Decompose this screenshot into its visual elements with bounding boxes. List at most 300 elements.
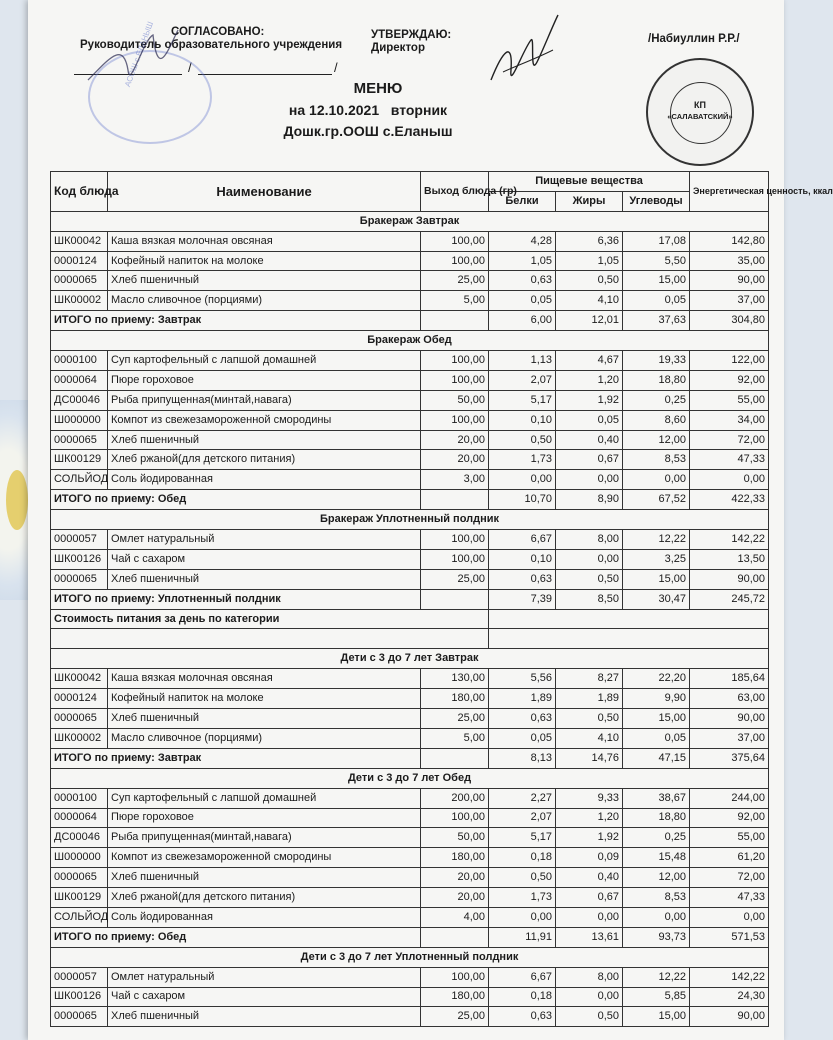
dish-output: 20,00 xyxy=(421,888,489,908)
table-row xyxy=(51,569,769,589)
total-label: ИТОГО по приему: Завтрак xyxy=(51,311,421,331)
carbs: 12,22 xyxy=(623,967,690,987)
dish-name: Масло сливочное (порциями) xyxy=(108,291,421,311)
dish-name: Пюре гороховое xyxy=(108,370,421,390)
protein: 0,63 xyxy=(489,569,556,589)
protein: 1,89 xyxy=(489,689,556,709)
carbs: 8,60 xyxy=(623,410,690,430)
section-title: Бракераж Обед xyxy=(51,331,769,351)
energy: 55,00 xyxy=(690,828,769,848)
section-title: Бракераж Уплотненный полдник xyxy=(51,510,769,530)
protein: 0,10 xyxy=(489,549,556,569)
fat: 0,40 xyxy=(556,868,623,888)
fat: 0,50 xyxy=(556,569,623,589)
total-carbs: 67,52 xyxy=(623,490,690,510)
dish-name: Кофейный напиток на молоке xyxy=(108,689,421,709)
table-row xyxy=(51,251,769,271)
energy: 0,00 xyxy=(690,470,769,490)
protein: 0,18 xyxy=(489,848,556,868)
dish-output: 20,00 xyxy=(421,868,489,888)
dish-name: Рыба припущенная(минтай,навага) xyxy=(108,390,421,410)
carbs: 22,20 xyxy=(623,669,690,689)
dish-code: 0000057 xyxy=(51,967,108,987)
table-row xyxy=(51,410,769,430)
energy: 90,00 xyxy=(690,271,769,291)
dish-code: 0000100 xyxy=(51,351,108,371)
dish-output: 50,00 xyxy=(421,390,489,410)
table-row xyxy=(51,271,769,291)
total-carbs: 30,47 xyxy=(623,589,690,609)
menu-title: МЕНЮ xyxy=(353,80,403,97)
carbs: 15,00 xyxy=(623,271,690,291)
dish-name: Омлет натуральный xyxy=(108,967,421,987)
fat: 8,00 xyxy=(556,967,623,987)
carbs: 9,90 xyxy=(623,689,690,709)
dish-output: 100,00 xyxy=(421,808,489,828)
fat: 0,00 xyxy=(556,549,623,569)
table-row xyxy=(51,907,769,927)
total-protein: 10,70 xyxy=(489,490,556,510)
energy: 0,00 xyxy=(690,907,769,927)
total-fat: 12,01 xyxy=(556,311,623,331)
dish-code: 0000065 xyxy=(51,569,108,589)
total-label: ИТОГО по приему: Завтрак xyxy=(51,748,421,768)
carbs: 5,50 xyxy=(623,251,690,271)
dish-name: Соль йодированная xyxy=(108,470,421,490)
dish-code: 0000065 xyxy=(51,709,108,729)
dish-name: Рыба припущенная(минтай,навага) xyxy=(108,828,421,848)
protein: 0,18 xyxy=(489,987,556,1007)
dish-output: 25,00 xyxy=(421,271,489,291)
dish-code: 0000124 xyxy=(51,251,108,271)
agreed-signature xyxy=(78,20,198,130)
agreed-label: СОГЛАСОВАНО: xyxy=(171,26,265,38)
total-carbs: 93,73 xyxy=(623,927,690,947)
section-header-row xyxy=(51,510,769,530)
total-label: ИТОГО по приему: Уплотненный полдник xyxy=(51,589,421,609)
dish-code: ДС00046 xyxy=(51,828,108,848)
carbs: 0,05 xyxy=(623,291,690,311)
dish-code: 0000064 xyxy=(51,370,108,390)
protein: 0,00 xyxy=(489,470,556,490)
dish-output: 100,00 xyxy=(421,351,489,371)
dish-output: 100,00 xyxy=(421,549,489,569)
col-carbs: Углеводы xyxy=(623,191,690,211)
dish-output: 100,00 xyxy=(421,967,489,987)
total-output xyxy=(421,927,489,947)
fat: 4,67 xyxy=(556,351,623,371)
dish-code: ШК00126 xyxy=(51,987,108,1007)
protein: 0,10 xyxy=(489,410,556,430)
total-energy: 375,64 xyxy=(690,748,769,768)
fat: 1,05 xyxy=(556,251,623,271)
energy: 55,00 xyxy=(690,390,769,410)
protein: 0,05 xyxy=(489,291,556,311)
table-row xyxy=(51,390,769,410)
protein: 6,67 xyxy=(489,530,556,550)
dish-name: Суп картофельный с лапшой домашней xyxy=(108,351,421,371)
energy: 63,00 xyxy=(690,689,769,709)
approve-role: Директор xyxy=(371,42,425,54)
dish-code: ШК00002 xyxy=(51,728,108,748)
col-output: Выход блюда (гр) xyxy=(421,172,489,212)
table-row xyxy=(51,808,769,828)
protein: 1,13 xyxy=(489,351,556,371)
protein: 2,27 xyxy=(489,788,556,808)
total-energy: 245,72 xyxy=(690,589,769,609)
dish-name: Компот из свежезамороженной смородины xyxy=(108,848,421,868)
col-code: Код блюда xyxy=(51,172,108,212)
energy: 34,00 xyxy=(690,410,769,430)
section-header-row xyxy=(51,947,769,967)
protein: 6,67 xyxy=(489,967,556,987)
col-fat: Жиры xyxy=(556,191,623,211)
col-name: Наименование xyxy=(108,172,421,212)
dish-name: Соль йодированная xyxy=(108,907,421,927)
total-output xyxy=(421,490,489,510)
cost-row xyxy=(51,609,769,629)
energy: 92,00 xyxy=(690,808,769,828)
stamp-name: «САЛАВАТСКИЙ» xyxy=(667,112,733,121)
dish-output: 4,00 xyxy=(421,907,489,927)
section-header-row xyxy=(51,331,769,351)
table-row xyxy=(51,709,769,729)
approve-label: УТВЕРЖДАЮ: xyxy=(371,29,452,41)
carbs: 8,53 xyxy=(623,450,690,470)
dish-code: ШК00042 xyxy=(51,231,108,251)
signature-slash-1: / xyxy=(188,60,192,75)
dish-name: Хлеб пшеничный xyxy=(108,1007,421,1027)
dish-code: 0000064 xyxy=(51,808,108,828)
empty-cell xyxy=(489,629,769,649)
total-row xyxy=(51,490,769,510)
total-fat: 8,50 xyxy=(556,589,623,609)
carbs: 15,00 xyxy=(623,569,690,589)
protein: 5,17 xyxy=(489,390,556,410)
energy: 244,00 xyxy=(690,788,769,808)
dish-output: 100,00 xyxy=(421,410,489,430)
dish-output: 25,00 xyxy=(421,709,489,729)
protein: 0,05 xyxy=(489,728,556,748)
fat: 0,00 xyxy=(556,907,623,927)
menu-date: на 12.10.2021 вторник xyxy=(288,102,448,118)
protein: 1,73 xyxy=(489,888,556,908)
dish-output: 180,00 xyxy=(421,987,489,1007)
carbs: 0,25 xyxy=(623,828,690,848)
fat: 0,00 xyxy=(556,470,623,490)
section-title: Дети с 3 до 7 лет Завтрак xyxy=(51,649,769,669)
energy: 35,00 xyxy=(690,251,769,271)
protein: 2,07 xyxy=(489,808,556,828)
approver-name: /Набиуллин Р.Р./ xyxy=(648,33,740,45)
table-row xyxy=(51,1007,769,1027)
table-row xyxy=(51,788,769,808)
fat: 1,92 xyxy=(556,828,623,848)
dish-output: 100,00 xyxy=(421,530,489,550)
menu-table-body xyxy=(51,211,769,1027)
protein: 5,17 xyxy=(489,828,556,848)
carbs: 19,33 xyxy=(623,351,690,371)
menu-group: Дошк.гр.ООШ с.Еланыш xyxy=(283,123,453,139)
protein: 5,56 xyxy=(489,669,556,689)
total-carbs: 47,15 xyxy=(623,748,690,768)
empty-cell xyxy=(51,629,489,649)
protein: 0,63 xyxy=(489,709,556,729)
energy: 90,00 xyxy=(690,569,769,589)
cost-label: Стоимость питания за день по категории xyxy=(51,609,489,629)
agreed-role: Руководитель образовательного учреждения xyxy=(80,39,343,51)
dish-name: Компот из свежезамороженной смородины xyxy=(108,410,421,430)
dish-output: 130,00 xyxy=(421,669,489,689)
dish-name: Каша вязкая молочная овсяная xyxy=(108,231,421,251)
protein: 4,28 xyxy=(489,231,556,251)
table-row xyxy=(51,291,769,311)
table-row xyxy=(51,689,769,709)
total-row xyxy=(51,927,769,947)
fat: 0,40 xyxy=(556,430,623,450)
fat: 0,09 xyxy=(556,848,623,868)
carbs: 5,85 xyxy=(623,987,690,1007)
energy: 185,64 xyxy=(690,669,769,689)
protein: 0,63 xyxy=(489,1007,556,1027)
energy: 61,20 xyxy=(690,848,769,868)
energy: 24,30 xyxy=(690,987,769,1007)
dish-code: ШК00129 xyxy=(51,450,108,470)
dish-name: Хлеб ржаной(для детского питания) xyxy=(108,450,421,470)
total-row xyxy=(51,748,769,768)
table-row xyxy=(51,470,769,490)
carbs: 15,00 xyxy=(623,709,690,729)
carbs: 8,53 xyxy=(623,888,690,908)
dish-code: СОЛЬЙОД xyxy=(51,470,108,490)
carbs: 15,00 xyxy=(623,1007,690,1027)
dish-name: Хлеб пшеничный xyxy=(108,271,421,291)
fat: 0,50 xyxy=(556,1007,623,1027)
carbs: 3,25 xyxy=(623,549,690,569)
dish-name: Чай с сахаром xyxy=(108,987,421,1007)
section-title: Дети с 3 до 7 лет Обед xyxy=(51,768,769,788)
dish-code: СОЛЬЙОД xyxy=(51,907,108,927)
menu-sheet xyxy=(28,0,833,1040)
dish-code: 0000065 xyxy=(51,430,108,450)
carbs: 0,25 xyxy=(623,390,690,410)
dish-code: 0000065 xyxy=(51,868,108,888)
dish-name: Хлеб ржаной(для детского питания) xyxy=(108,888,421,908)
fat: 1,92 xyxy=(556,390,623,410)
dish-code: ШК00126 xyxy=(51,549,108,569)
table-row xyxy=(51,450,769,470)
total-protein: 11,91 xyxy=(489,927,556,947)
dish-name: Хлеб пшеничный xyxy=(108,709,421,729)
dish-code: Ш000000 xyxy=(51,410,108,430)
total-energy: 571,53 xyxy=(690,927,769,947)
fat: 8,27 xyxy=(556,669,623,689)
cost-value xyxy=(489,609,769,629)
dish-output: 200,00 xyxy=(421,788,489,808)
dish-output: 5,00 xyxy=(421,728,489,748)
dish-code: 0000124 xyxy=(51,689,108,709)
carbs: 17,08 xyxy=(623,231,690,251)
energy: 92,00 xyxy=(690,370,769,390)
table-row xyxy=(51,888,769,908)
section-header-row xyxy=(51,211,769,231)
dish-output: 100,00 xyxy=(421,370,489,390)
carbs: 12,22 xyxy=(623,530,690,550)
total-output xyxy=(421,748,489,768)
table-row xyxy=(51,530,769,550)
dish-code: ШК00042 xyxy=(51,669,108,689)
fat: 1,20 xyxy=(556,370,623,390)
dish-name: Суп картофельный с лапшой домашней xyxy=(108,788,421,808)
table-row xyxy=(51,848,769,868)
total-output xyxy=(421,311,489,331)
table-row xyxy=(51,549,769,569)
section-header-row xyxy=(51,768,769,788)
dish-name: Кофейный напиток на молоке xyxy=(108,251,421,271)
total-protein: 8,13 xyxy=(489,748,556,768)
dish-output: 50,00 xyxy=(421,828,489,848)
energy: 142,22 xyxy=(690,530,769,550)
energy: 47,33 xyxy=(690,888,769,908)
col-energy: Энергетическая ценность, ккал xyxy=(690,172,769,212)
signature-line-2 xyxy=(198,74,332,75)
col-nutrients: Пищевые вещества xyxy=(489,172,690,192)
energy: 37,00 xyxy=(690,728,769,748)
energy: 90,00 xyxy=(690,709,769,729)
total-protein: 7,39 xyxy=(489,589,556,609)
fat: 4,10 xyxy=(556,291,623,311)
total-label: ИТОГО по приему: Обед xyxy=(51,490,421,510)
section-title: Дети с 3 до 7 лет Уплотненный полдник xyxy=(51,947,769,967)
table-row xyxy=(51,430,769,450)
stamp-kp: КП xyxy=(694,100,706,110)
total-label: ИТОГО по приему: Обед xyxy=(51,927,421,947)
dish-code: ШК00002 xyxy=(51,291,108,311)
fat: 1,89 xyxy=(556,689,623,709)
total-output xyxy=(421,589,489,609)
dish-code: Ш000000 xyxy=(51,848,108,868)
table-row xyxy=(51,669,769,689)
fat: 9,33 xyxy=(556,788,623,808)
dish-name: Омлет натуральный xyxy=(108,530,421,550)
energy: 122,00 xyxy=(690,351,769,371)
dish-code: ДС00046 xyxy=(51,390,108,410)
dish-output: 25,00 xyxy=(421,1007,489,1027)
total-fat: 13,61 xyxy=(556,927,623,947)
fat: 0,67 xyxy=(556,450,623,470)
fat: 0,05 xyxy=(556,410,623,430)
organization-stamp xyxy=(646,58,754,166)
fat: 8,00 xyxy=(556,530,623,550)
signature-slash-2: / xyxy=(334,60,338,75)
dish-output: 25,00 xyxy=(421,569,489,589)
background-flower-center xyxy=(6,470,28,530)
dish-name: Пюре гороховое xyxy=(108,808,421,828)
dish-code: 0000057 xyxy=(51,530,108,550)
protein: 0,63 xyxy=(489,271,556,291)
total-energy: 304,80 xyxy=(690,311,769,331)
total-energy: 422,33 xyxy=(690,490,769,510)
section-header-row xyxy=(51,649,769,669)
col-protein: Белки xyxy=(489,191,556,211)
dish-code: 0000065 xyxy=(51,271,108,291)
carbs: 0,00 xyxy=(623,470,690,490)
dish-output: 3,00 xyxy=(421,470,489,490)
carbs: 12,00 xyxy=(623,430,690,450)
table-row xyxy=(51,967,769,987)
energy: 13,50 xyxy=(690,549,769,569)
dish-output: 5,00 xyxy=(421,291,489,311)
protein: 0,50 xyxy=(489,868,556,888)
table-row xyxy=(51,351,769,371)
energy: 142,22 xyxy=(690,967,769,987)
protein: 0,00 xyxy=(489,907,556,927)
table-row xyxy=(51,868,769,888)
carbs: 0,00 xyxy=(623,907,690,927)
fat: 4,10 xyxy=(556,728,623,748)
total-fat: 8,90 xyxy=(556,490,623,510)
menu-table xyxy=(50,171,833,1027)
carbs: 38,67 xyxy=(623,788,690,808)
section-title: Бракераж Завтрак xyxy=(51,211,769,231)
fat: 0,50 xyxy=(556,709,623,729)
dish-output: 180,00 xyxy=(421,848,489,868)
carbs: 12,00 xyxy=(623,868,690,888)
carbs: 15,48 xyxy=(623,848,690,868)
energy: 72,00 xyxy=(690,868,769,888)
carbs: 18,80 xyxy=(623,370,690,390)
school-stamp-text: АСОШ с.ЕЛАНЫШ xyxy=(123,20,156,89)
dish-name: Хлеб пшеничный xyxy=(108,430,421,450)
fat: 0,00 xyxy=(556,987,623,1007)
dish-output: 100,00 xyxy=(421,231,489,251)
protein: 2,07 xyxy=(489,370,556,390)
energy: 72,00 xyxy=(690,430,769,450)
total-row xyxy=(51,311,769,331)
total-carbs: 37,63 xyxy=(623,311,690,331)
energy: 37,00 xyxy=(690,291,769,311)
dish-name: Хлеб пшеничный xyxy=(108,569,421,589)
carbs: 18,80 xyxy=(623,808,690,828)
fat: 1,20 xyxy=(556,808,623,828)
dish-name: Чай с сахаром xyxy=(108,549,421,569)
dish-name: Масло сливочное (порциями) xyxy=(108,728,421,748)
cost-row-empty xyxy=(51,629,769,649)
total-protein: 6,00 xyxy=(489,311,556,331)
total-fat: 14,76 xyxy=(556,748,623,768)
table-row xyxy=(51,231,769,251)
dish-name: Каша вязкая молочная овсяная xyxy=(108,669,421,689)
dish-name: Хлеб пшеничный xyxy=(108,868,421,888)
dish-code: 0000100 xyxy=(51,788,108,808)
protein: 1,05 xyxy=(489,251,556,271)
energy: 142,80 xyxy=(690,231,769,251)
dish-output: 20,00 xyxy=(421,450,489,470)
carbs: 0,05 xyxy=(623,728,690,748)
dish-code: 0000065 xyxy=(51,1007,108,1027)
table-row xyxy=(51,728,769,748)
dish-output: 100,00 xyxy=(421,251,489,271)
table-row xyxy=(51,828,769,848)
protein: 1,73 xyxy=(489,450,556,470)
protein: 0,50 xyxy=(489,430,556,450)
energy: 90,00 xyxy=(690,1007,769,1027)
table-row xyxy=(51,370,769,390)
fat: 0,50 xyxy=(556,271,623,291)
energy: 47,33 xyxy=(690,450,769,470)
fat: 0,67 xyxy=(556,888,623,908)
dish-output: 180,00 xyxy=(421,689,489,709)
